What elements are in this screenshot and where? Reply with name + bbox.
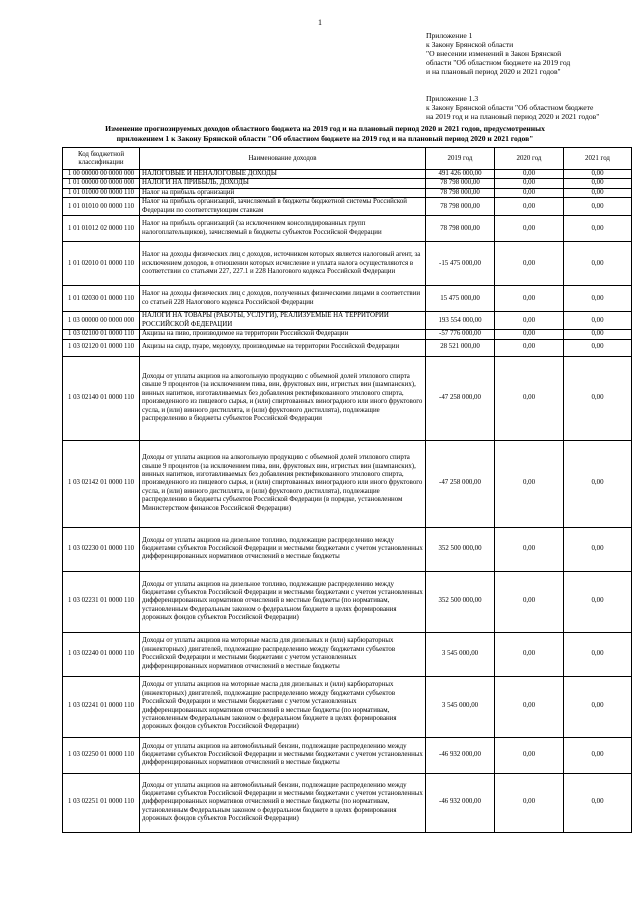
row-name: Доходы от уплаты акцизов на дизельное топливо, подлежащие распределению между бюджетами субъектов Российской Федерации и местными бюджетами с учетом установленных дифференцированных нормативов отчислений в местные бюджеты (по нормативам, установленным Федеральным законом о федеральном бюджете в целях формирования дорожных фондов субъектов Российской Федерации) (140, 571, 426, 632)
table-row (63, 242, 632, 286)
row-value-2021: 0,00 (564, 571, 632, 632)
table-row (63, 339, 632, 356)
table-row (63, 330, 632, 339)
appendix-1-line: "О внесении изменений в Закон Брянской (426, 49, 562, 58)
table-row (63, 356, 632, 440)
table-header-row (63, 148, 632, 170)
header-name: Наименование доходов (140, 148, 426, 170)
row-code: 1 01 02010 01 0000 110 (63, 242, 140, 286)
row-value-2019: 193 554 000,00 (426, 312, 495, 330)
row-value-2019: 78 798 000,00 (426, 179, 495, 188)
row-value-2020: 0,00 (495, 773, 564, 832)
row-code: 1 03 02230 01 0000 110 (63, 527, 140, 571)
row-value-2021: 0,00 (564, 737, 632, 773)
row-value-2021: 0,00 (564, 286, 632, 312)
row-value-2019: 78 798 000,00 (426, 198, 495, 216)
row-value-2021: 0,00 (564, 676, 632, 737)
row-value-2021: 0,00 (564, 773, 632, 832)
row-value-2021: 0,00 (564, 170, 632, 179)
row-value-2021: 0,00 (564, 440, 632, 527)
table-row (63, 440, 632, 527)
row-name: Доходы от уплаты акцизов на дизельное топливо, подлежащие распределению между бюджетами субъектов Российской Федерации и местными бюджетами с учетом установленных дифференцированных нормативов отчислений в местные бюджеты (140, 527, 426, 571)
row-code: 1 00 00000 00 0000 000 (63, 170, 140, 179)
row-name: НАЛОГИ НА ТОВАРЫ (РАБОТЫ, УСЛУГИ), РЕАЛИЗУЕМЫЕ НА ТЕРРИТОРИИ РОССИЙСКОЙ ФЕДЕРАЦИИ (140, 312, 426, 330)
row-value-2019: 15 475 000,00 (426, 286, 495, 312)
appendix-1-line: к Закону Брянской области (426, 40, 514, 49)
title-line-1: Изменение прогнозируемых доходов областного бюджета на 2019 год и на плановый период 2020 и 2021 годов, предусмотренных (105, 124, 545, 133)
row-name: Акцизы на пиво, производимое на территории Российской Федерации (140, 330, 426, 339)
table-row (63, 773, 632, 832)
row-name: Доходы от уплаты акцизов на алкогольную продукцию с объемной долей этилового спирта свыше 9 процентов (за исключением пива, вин, фруктовых вин, игристых вин (шампанских), винных напитков, изготавливаемых без добавления ректификованного этилового спирта, произведенного из пищевого сырья, и (или) спиртованных виноградного или иного фруктового сусла, и (или) винного дистиллята, и (или) фруктового дистиллята), подлежащие распределению в бюджеты субъектов Российской Федерации (140, 356, 426, 440)
table-row (63, 188, 632, 197)
row-value-2020: 0,00 (495, 312, 564, 330)
row-value-2021: 0,00 (564, 216, 632, 242)
row-value-2020: 0,00 (495, 188, 564, 197)
row-value-2020: 0,00 (495, 216, 564, 242)
row-value-2019: -47 258 000,00 (426, 356, 495, 440)
row-name: Налог на прибыль организаций, зачисляемый в бюджеты бюджетной системы Российской Федерации по соответствующим ставкам (140, 198, 426, 216)
row-value-2019: -46 932 000,00 (426, 773, 495, 832)
row-name: Доходы от уплаты акцизов на моторные масла для дизельных и (или) карбюраторных (инжекторных) двигателей, подлежащие распределению между бюджетами субъектов Российской Федерации и местными бюджетами с учетом установленных дифференцированных нормативов отчислений в местные бюджеты (по нормативам, установленным Федеральным законом о федеральном бюджете в целях формирования дорожных фондов субъектов Российской Федерации) (140, 676, 426, 737)
table-row (63, 312, 632, 330)
table-row (63, 216, 632, 242)
appendix-1-3-header (426, 94, 636, 121)
row-value-2019: 491 426 000,00 (426, 170, 495, 179)
row-value-2020: 0,00 (495, 170, 564, 179)
row-name: НАЛОГОВЫЕ И НЕНАЛОГОВЫЕ ДОХОДЫ (140, 170, 426, 179)
header-2021: 2021 год (564, 148, 632, 170)
row-code: 1 01 01010 00 0000 110 (63, 198, 140, 216)
row-value-2021: 0,00 (564, 179, 632, 188)
row-code: 1 03 02251 01 0000 110 (63, 773, 140, 832)
table-row (63, 527, 632, 571)
row-code: 1 03 02240 01 0000 110 (63, 632, 140, 676)
appendix-1-line: области "Об областном бюджете на 2019 год (426, 58, 571, 67)
row-value-2020: 0,00 (495, 330, 564, 339)
table-row (63, 571, 632, 632)
row-value-2019: 78 798 000,00 (426, 188, 495, 197)
table-row (63, 179, 632, 188)
header-2019: 2019 год (426, 148, 495, 170)
row-code: 1 03 00000 00 0000 000 (63, 312, 140, 330)
row-code: 1 03 02231 01 0000 110 (63, 571, 140, 632)
row-value-2021: 0,00 (564, 198, 632, 216)
row-value-2019: -47 258 000,00 (426, 440, 495, 527)
table-row (63, 286, 632, 312)
table-row (63, 676, 632, 737)
row-value-2020: 0,00 (495, 356, 564, 440)
row-value-2020: 0,00 (495, 179, 564, 188)
row-code: 1 03 02241 01 0000 110 (63, 676, 140, 737)
row-name: Налог на прибыль организаций (140, 188, 426, 197)
row-value-2021: 0,00 (564, 330, 632, 339)
header-2020: 2020 год (495, 148, 564, 170)
appendix-2-line: Приложение 1.3 (426, 94, 479, 103)
table-row (63, 170, 632, 179)
row-value-2020: 0,00 (495, 632, 564, 676)
row-code: 1 03 02140 01 0000 110 (63, 356, 140, 440)
row-value-2019: -46 932 000,00 (426, 737, 495, 773)
document-title (30, 124, 620, 143)
row-name: Акцизы на сидр, пуаре, медовуху, производимые на территории Российской Федерации (140, 339, 426, 356)
row-name: Доходы от уплаты акцизов на автомобильный бензин, подлежащие распределению между бюджетами субъектов Российской Федерации и местными бюджетами с учетом установленных дифференцированных нормативов отчислений в местные бюджеты (по нормативам, установленным Федеральным законом о федеральном бюджете в целях формирования дорожных фондов субъектов Российской Федерации) (140, 773, 426, 832)
row-code: 1 03 02120 01 0000 110 (63, 339, 140, 356)
row-value-2021: 0,00 (564, 632, 632, 676)
row-value-2019: 28 521 000,00 (426, 339, 495, 356)
row-code: 1 01 01012 02 0000 110 (63, 216, 140, 242)
row-value-2020: 0,00 (495, 198, 564, 216)
row-value-2019: 3 545 000,00 (426, 632, 495, 676)
row-value-2019: -57 776 000,00 (426, 330, 495, 339)
row-value-2021: 0,00 (564, 339, 632, 356)
row-code: 1 03 02142 01 0000 110 (63, 440, 140, 527)
row-code: 1 03 02100 01 0000 110 (63, 330, 140, 339)
row-value-2021: 0,00 (564, 312, 632, 330)
row-name: Налог на прибыль организаций (за исключением консолидированных групп налогоплательщиков), зачисляемый в бюджеты субъектов Российской Федерации (140, 216, 426, 242)
row-name: Налог на доходы физических лиц с доходов, полученных физическими лицами в соответствии со статьей 228 Налогового кодекса Российской Федерации (140, 286, 426, 312)
row-name: Доходы от уплаты акцизов на алкогольную продукцию с объемной долей этилового спирта свыше 9 процентов (за исключением пива, вин, фруктовых вин, игристых вин (шампанских), винных напитков, изготавливаемых без добавления ректификованного этилового спирта, произведенного из пищевого сырья, и (или) спиртованных виноградного или иного фруктового сусла, и (или) винного дистиллята, и (или) фруктового дистиллята), подлежащие распределению в бюджеты субъектов Российской Федерации (в порядке, установленном Министерством финансов Российской Федерации) (140, 440, 426, 527)
row-value-2020: 0,00 (495, 339, 564, 356)
row-value-2020: 0,00 (495, 571, 564, 632)
row-value-2020: 0,00 (495, 676, 564, 737)
page-number: 1 (318, 18, 322, 27)
row-value-2020: 0,00 (495, 286, 564, 312)
appendix-1-line: Приложение 1 (426, 31, 473, 40)
table-row (63, 632, 632, 676)
row-name: Доходы от уплаты акцизов на моторные масла для дизельных и (или) карбюраторных (инжекторных) двигателей, подлежащие распределению между бюджетами субъектов Российской Федерации и местными бюджетами с учетом установленных дифференцированных нормативов отчислений в местные бюджеты (140, 632, 426, 676)
row-code: 1 01 02030 01 0000 110 (63, 286, 140, 312)
row-value-2021: 0,00 (564, 242, 632, 286)
row-value-2019: 352 500 000,00 (426, 571, 495, 632)
row-value-2021: 0,00 (564, 356, 632, 440)
row-value-2020: 0,00 (495, 527, 564, 571)
row-value-2021: 0,00 (564, 188, 632, 197)
row-value-2020: 0,00 (495, 737, 564, 773)
row-value-2019: 3 545 000,00 (426, 676, 495, 737)
row-name: Доходы от уплаты акцизов на автомобильный бензин, подлежащие распределению между бюджетами субъектов Российской Федерации и местными бюджетами с учетом установленных дифференцированных нормативов отчислений в местные бюджеты (140, 737, 426, 773)
row-value-2019: -15 475 000,00 (426, 242, 495, 286)
row-value-2019: 352 500 000,00 (426, 527, 495, 571)
title-line-2: приложением 1 к Закону Брянской области "Об областном бюджете на 2019 год и на плановый период 2020 и 2021 годов" (116, 133, 534, 143)
header-code: Код бюджетной классификации (63, 148, 140, 170)
row-value-2019: 78 798 000,00 (426, 216, 495, 242)
revenue-table (62, 147, 632, 833)
appendix-1-line: и на плановый период 2020 и 2021 годов" (426, 67, 561, 76)
appendix-1-header (426, 31, 636, 76)
row-name: НАЛОГИ НА ПРИБЫЛЬ, ДОХОДЫ (140, 179, 426, 188)
row-value-2021: 0,00 (564, 527, 632, 571)
row-code: 1 03 02250 01 0000 110 (63, 737, 140, 773)
row-code: 1 01 00000 00 0000 000 (63, 179, 140, 188)
appendix-2-line: к Закону Брянской области "Об областном бюджете (426, 103, 594, 112)
row-code: 1 01 01000 00 0000 110 (63, 188, 140, 197)
appendix-2-line: на 2019 год и на плановый период 2020 и 2021 годов" (426, 112, 600, 121)
row-name: Налог на доходы физических лиц с доходов, источником которых является налоговый агент, за исключением доходов, в отношении которых исчисление и уплата налога осуществляются в соответствии со статьями 227, 227.1 и 228 Налогового кодекса Российской Федерации (140, 242, 426, 286)
table-row (63, 737, 632, 773)
row-value-2020: 0,00 (495, 242, 564, 286)
table-row (63, 198, 632, 216)
row-value-2020: 0,00 (495, 440, 564, 527)
